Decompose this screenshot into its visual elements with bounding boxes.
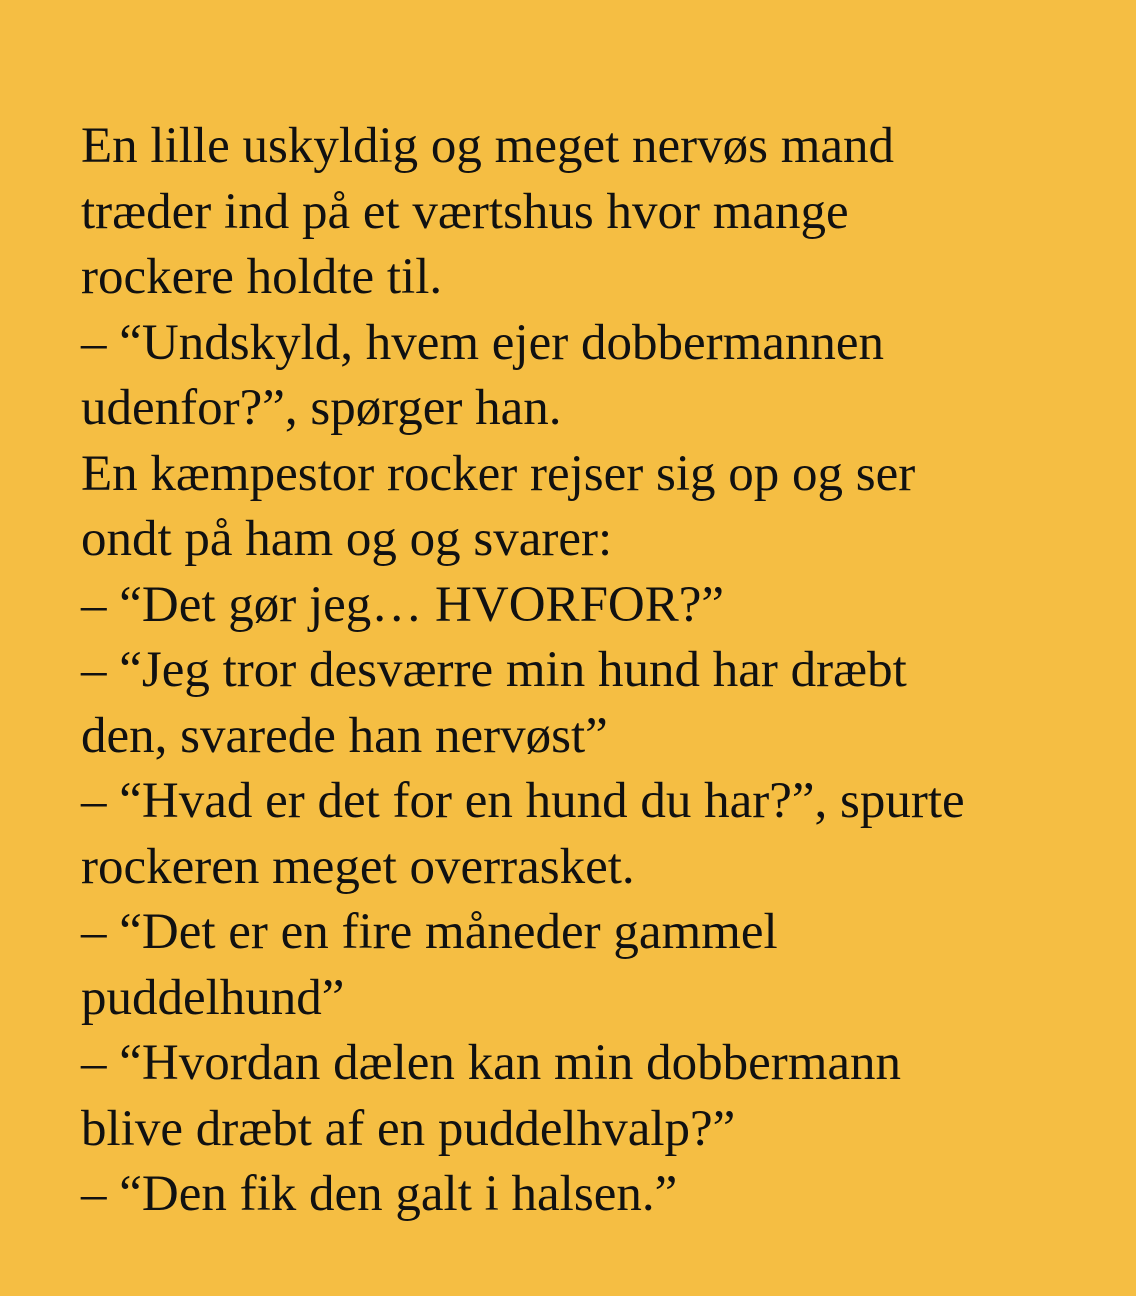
joke-line: En kæmpestor rocker rejser sig op og ser <box>81 445 916 502</box>
joke-line: den, svarede han nervøst” <box>81 707 608 764</box>
joke-line: En lille uskyldig og meget nervøs mand <box>81 118 895 174</box>
joke-line: puddelhund” <box>81 969 345 1026</box>
joke-line: rockeren meget overrasket. <box>81 838 635 895</box>
joke-line: – “Det gør jeg… HVORFOR?” <box>81 576 725 633</box>
joke-line: ondt på ham og og svarer: <box>81 511 613 567</box>
joke-line: – “Hvad er det for en hund du har?”, spurte <box>81 773 965 829</box>
joke-line: rockere holdte til. <box>81 249 443 305</box>
joke-line: – “Undskyld, hvem ejer dobbermannen <box>81 314 885 371</box>
joke-line: blive dræbt af en puddelhvalp?” <box>81 1100 736 1157</box>
joke-line: – “Det er en fire måneder gammel <box>81 904 778 960</box>
joke-line: – “Den fik den galt i halsen.” <box>81 1166 678 1222</box>
joke-line: træder ind på et værtshus hvor mange <box>81 183 849 240</box>
joke-line: – “Jeg tror desværre min hund har dræbt <box>81 642 907 698</box>
joke-text <box>81 114 1091 1228</box>
joke-line: – “Hvordan dælen kan min dobbermann <box>81 1035 902 1091</box>
joke-line: udenfor?”, spørger han. <box>81 380 562 436</box>
